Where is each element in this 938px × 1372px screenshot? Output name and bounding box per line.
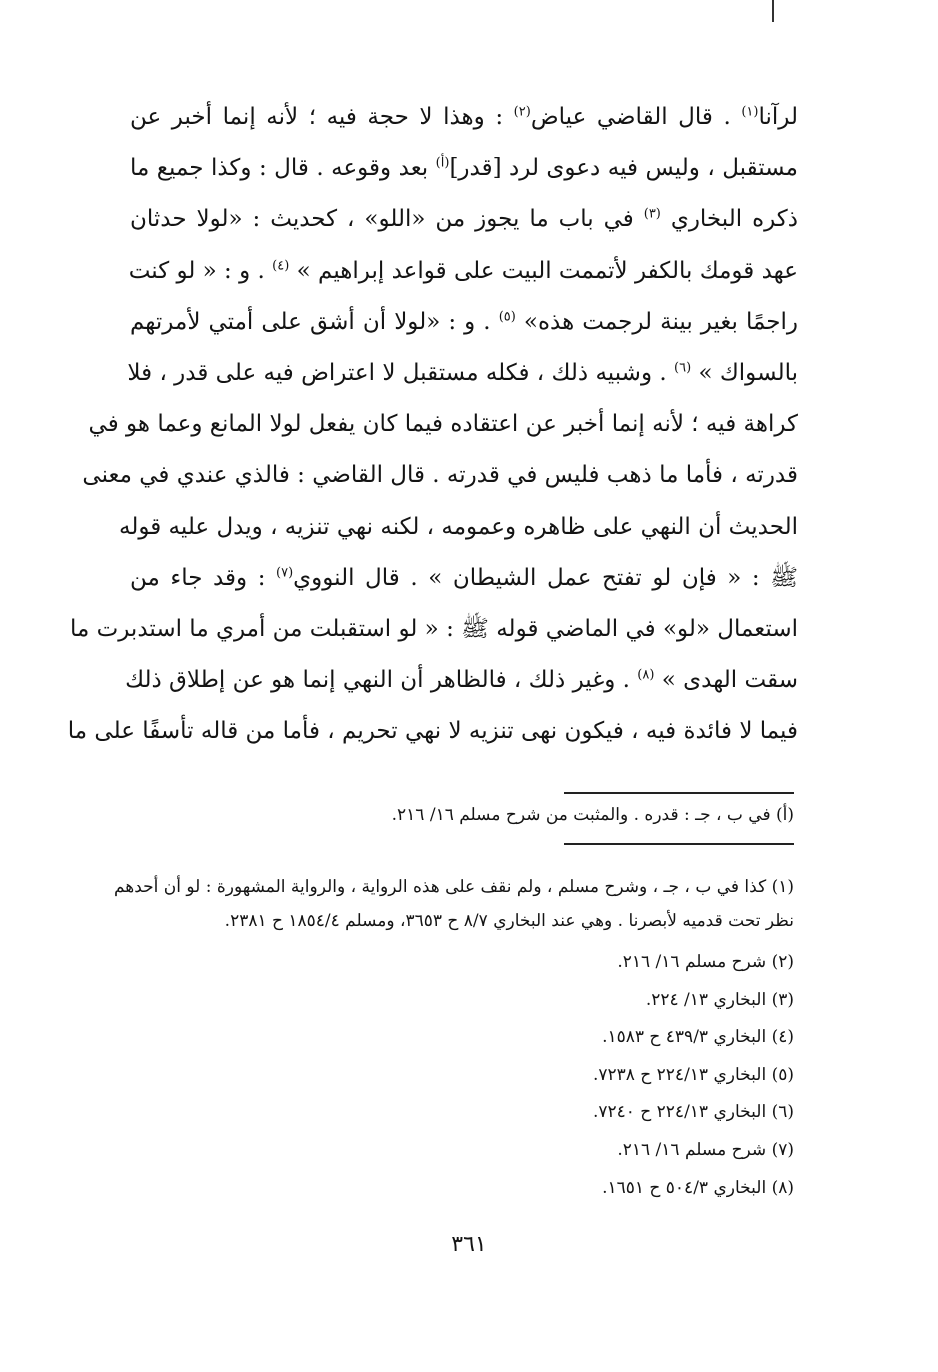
body-text-run: الحديث أن النهي على ظاهره وعمومه ، لكنه نهي تنزيه ، ويدل عليه قوله	[119, 513, 798, 540]
page-number: ٣٦١	[451, 1232, 487, 1257]
footnote-reference: (١)	[741, 104, 759, 120]
variant-separator-rule	[564, 792, 794, 794]
body-text-run: ذكره البخاري	[660, 206, 798, 233]
body-line	[82, 450, 798, 501]
body-text-run: استعمال «لو» في الماضي قوله ﷺ : « لو استقبلت من أمري ما استدبرت ما	[69, 616, 798, 643]
footnotes	[113, 870, 794, 1207]
body-line	[130, 143, 798, 194]
footnote-1-line-1: (١) كذا في ب ، جـ ، وشرح مسلم ، ولم نقف على هذه الرواية ، والرواية المشهورة : لو أن أحدهم	[113, 877, 794, 897]
body-text-run: . و : « لو كنت	[128, 257, 273, 284]
body-text-run: : وهذا لا حجة فيه ؛ لأنه إنما أخبر عن	[130, 104, 514, 130]
footnote-reference: (٣)	[643, 206, 661, 222]
footnote-8: (٨) البخاري ٥٠٤/٣ ح ١٦٥١.	[602, 1177, 794, 1198]
body-text-run: . قال القاضي عياض	[530, 104, 742, 130]
body-text-run: . و : «لولا أن أشق على أمتي لأمرتهم	[130, 308, 499, 335]
footnote-2: (٢) شرح مسلم ١٦/ ٢١٦.	[617, 952, 794, 972]
footnote-4: (٤) البخاري ٤٣٩/٣ ح ١٥٨٣.	[602, 1027, 794, 1048]
body-line	[119, 502, 798, 553]
footnote-reference: (٦)	[674, 360, 692, 376]
body-text-run: لرآنا	[758, 104, 798, 130]
body-text-run: كراهة فيه ؛ لأنه إنما أخبر عن اعتقاده فيما كان يفعل لولا المانع وعما هو في	[88, 411, 798, 438]
body-line	[88, 399, 798, 450]
body-text-run: راجمًا بغير بينة لرجمت هذه»	[515, 308, 799, 335]
footnote-reference: (٥)	[498, 309, 516, 325]
body-line	[130, 194, 798, 245]
footnote-reference: (أ)	[435, 155, 450, 171]
footnote-separator-rule	[564, 843, 794, 845]
main-text-block	[67, 92, 799, 758]
body-line	[127, 348, 798, 399]
body-text-run: في باب ما يجوز من «اللو» ، كحديث : «لولا حدثان	[130, 206, 644, 233]
body-text-run: . وغير ذلك ، فالظاهر أن النهي إنما هو عن إطلاق ذلك	[125, 667, 638, 694]
top-margin-mark	[772, 0, 774, 22]
body-text-run: مستقبل ، وليس فيه دعوى لرد [قدر]	[449, 155, 798, 182]
body-text-run: سقت الهدى »	[654, 667, 798, 694]
footnote-5: (٥) البخاري ٢٢٤/١٣ ح ٧٢٣٨.	[592, 1064, 794, 1085]
body-text-run: بعد وقوعه . قال : وكذا جميع ما	[130, 155, 436, 182]
body-text-run: : وقد جاء من	[130, 564, 277, 591]
footnote-reference: (٧)	[276, 565, 294, 581]
body-line	[130, 246, 798, 297]
footnote-6: (٦) البخاري ٢٢٤/١٣ ح ٧٢٤٠.	[592, 1102, 794, 1123]
footnote-reference: (٨)	[637, 667, 655, 683]
body-text-run: فيما لا فائدة فيه ، فيكون نهى تنزيه لا نهي تحريم ، فأما من قاله تأسفًا على ما	[67, 718, 798, 745]
footnote-reference: (٢)	[513, 104, 531, 120]
variant-note: (أ) في ب ، جـ : قدره . والمثبت من شرح مسلم ١٦/ ٢١٦.	[391, 805, 794, 825]
body-line	[130, 553, 798, 604]
body-paragraph	[67, 92, 799, 758]
body-line	[130, 92, 798, 143]
footnote-reference: (٤)	[272, 257, 290, 273]
body-line	[69, 604, 798, 655]
body-text-run: . وشبيه ذلك ، فكله مستقبل لا اعتراض فيه على قدر ، فلا	[127, 360, 674, 387]
body-text-run: عهد قومك بالكفر لأتممت البيت على قواعد إبراهيم »	[289, 257, 798, 284]
body-text-run: بالسواك »	[691, 360, 798, 387]
footnote-1-line-2: نظر تحت قدميه لأبصرنا . وهي عند البخاري ٨/٧ ح ٣٦٥٣، ومسلم ١٨٥٤/٤ ح ٢٣٨١.	[224, 911, 794, 931]
body-text-run: ﷺ : « فإن لو تفتح عمل الشيطان » . قال النووي	[293, 564, 798, 591]
body-line	[125, 655, 798, 706]
footnote-7: (٧) شرح مسلم ١٦/ ٢١٦.	[617, 1139, 794, 1160]
body-line	[130, 297, 798, 348]
footnote-3: (٣) البخاري ١٣/ ٢٢٤.	[645, 989, 794, 1010]
body-text-run: قدرته ، فأما ما ذهب فليس في قدرته . قال القاضي : فالذي عندي في معنى	[82, 462, 798, 489]
body-line	[67, 706, 798, 757]
